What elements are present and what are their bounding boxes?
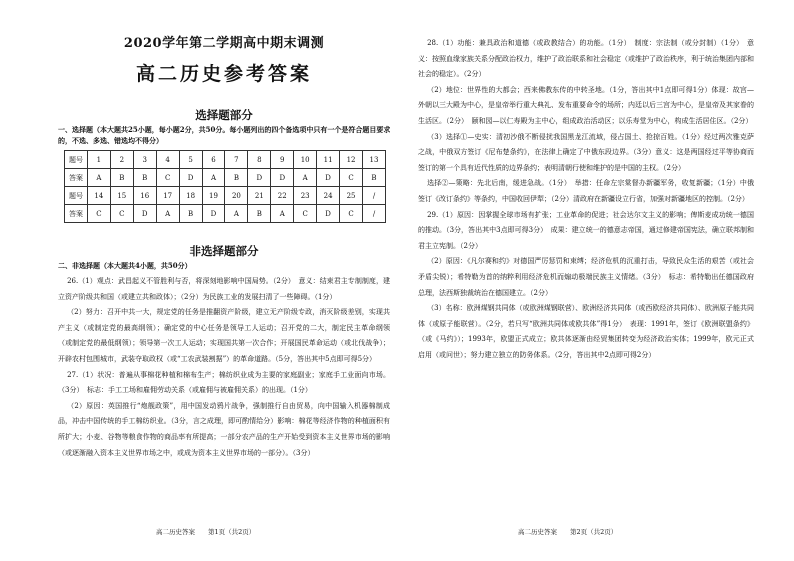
answer-paragraph: 28.（1）功能：兼具政治和道德（或政教结合）的功能。（1分） 制度：宗法制（或分封制）（1分） 意义：按照血缘家族关系分配政治权力，维护了政治联系和社会稳定（或维护了政治秩序，利于统治集团内部和社会的稳定）。（2分） (418, 39, 754, 79)
table-cell: 13 (362, 151, 385, 169)
table-cell: D (317, 205, 340, 223)
page-1 (58, 0, 390, 561)
section-heading-nonchoice: 非选择题部分 (189, 244, 259, 258)
table-cell: D (248, 169, 271, 187)
answers-left-body (58, 274, 390, 461)
table-cell: C (294, 205, 317, 223)
table-row (65, 205, 386, 223)
table-cell: D (317, 169, 340, 187)
table-cell: 1 (87, 151, 110, 169)
table-cell: 21 (248, 187, 271, 205)
table-cell: 19 (202, 187, 225, 205)
table-cell: B (225, 169, 248, 187)
answer-paragraph: （2）地位：世界性的大都会；西来佛教东传的中转圣地。（1分，答出其中1点即可得1分）体现：故宫—外朝以三大殿为中心，是皇帝举行重大典礼、发布重要命令的场所；内廷以后三宫为中心，是皇帝及其家眷的生活区。（2分） 颐和园—以仁寿殿为主中心，组成政治活动区；以乐寿堂为中心，构成生活居住区。（2分） (418, 85, 754, 125)
table-cell: 25 (340, 187, 363, 205)
table-cell: 8 (248, 151, 271, 169)
answer-table (64, 150, 386, 223)
answer-paragraph: （3）选择①—史实：清初沙俄不断侵扰我国黑龙江流域，侵占国土、抢掠百姓。（1分）经过两次雅克萨之战，中俄双方签订《尼布楚条约》，在法律上确定了中俄东段边界。（3分）意义：这是两国经过平等协商而签订的第一个具有近代性质的边界条约；表明清朝行使和维护的是中国的主权。（2分） (418, 132, 754, 172)
table-cell: 3 (133, 151, 156, 169)
table-cell: 6 (202, 151, 225, 169)
table-cell: 17 (156, 187, 179, 205)
table-cell: C (156, 169, 179, 187)
table-cell: / (362, 205, 385, 223)
table-cell: 7 (225, 151, 248, 169)
choice-instructions: 一、选择题（本大题共25小题，每小题2分，共50分。每小题列出的四个备选项中只有一个是符合题目要求的，不选、多选、错选均不得分） (58, 125, 390, 145)
answer-paragraph: 26.（1）观点：武昌起义不管胜利与否，将深刻地影响中国局势。（2分） 意义：结束君主专制制度，建立资产阶级共和国（或建立共和政体）；（2分）为民族工业的发展扫清了一些障碍。（1分） (58, 277, 390, 301)
table-cell: 题号 (65, 187, 88, 205)
table-cell: B (110, 169, 133, 187)
table-row (65, 169, 386, 187)
answer-paragraph: 29.（1）原因：因掌握全球市场有扩张；工业革命的促进；社会达尔文主义的影响；俾斯麦成功统一德国的推动。（3分，答出其中3点即可得3分） 成果：建立统一的德意志帝国，通过修建帝国宪法，确立联邦制和君主立宪制。（2分） (418, 210, 754, 250)
section-heading-choice: 选择题部分 (195, 108, 253, 122)
answer-paragraph: （2）原因：英国推行“炮舰政策”，用中国发动鸦片战争，强制推行自由贸易，向中国输入机器棉制成品，冲击中国传统的手工棉纺织业。（3分，言之成理，即可酌情给分）影响：棉花等经济作物的种植面积有所扩大；小麦、谷物等粮食作物的商品率有所提高；一部分农产品的生产开始受到资本主义世界市场的影响（或逐渐融入资本主义世界市场之中，或成为资本主义世界市场的一部分）。（3分） (58, 401, 390, 457)
table-cell: 2 (110, 151, 133, 169)
table-cell: A (202, 169, 225, 187)
nonchoice-instructions: 二、非选择题（本大题共4小题，共50分） (58, 261, 192, 270)
answers-right-body (418, 36, 754, 363)
answer-paragraph: （2）原因：《凡尔赛和约》对德国严厉惩罚和束缚；经济危机的沉重打击，导致民众生活的艰苦（或社会矛盾尖锐）；希特勒为首的纳粹利用经济危机而煽动极端民族主义情绪。（3分） 标志：希特勒出任德国政府总理，法西斯独裁统治在德国建立。（2分） (418, 257, 754, 297)
answer-paragraph: 27.（1）状况：普遍从事棉花种植和棉布生产；棉纺织业成为主要的家庭副业；家庭手工业面向市场。（3分） 标志：手工工场和雇佣劳动关系（或雇佣与被雇佣关系）的出现。（1分） (58, 370, 390, 395)
table-cell: 10 (294, 151, 317, 169)
table-cell: 23 (294, 187, 317, 205)
table-cell: C (340, 169, 363, 187)
table-cell: D (179, 169, 202, 187)
table-cell: A (87, 169, 110, 187)
table-cell: C (340, 205, 363, 223)
table-cell: 22 (271, 187, 294, 205)
page-footer: 高二历史答案 第1页（共2页） (156, 528, 256, 536)
table-cell: 5 (179, 151, 202, 169)
table-cell: D (271, 169, 294, 187)
table-cell: C (110, 205, 133, 223)
page-2 (418, 0, 754, 561)
table-cell: A (225, 205, 248, 223)
table-cell: A (294, 169, 317, 187)
table-cell: B (248, 205, 271, 223)
table-cell: 9 (271, 151, 294, 169)
table-row (65, 187, 386, 205)
table-cell: 15 (110, 187, 133, 205)
answer-paragraph: 选择②—策略：先北后南，缓进急战。（1分） 举措：任命左宗棠督办新疆军务，收复新疆；（1分）中俄签订《改订条约》等条约，中国收回伊犁；（2分）清政府在新疆设立行省，加强对新疆地区的控制。（2分） (418, 179, 754, 203)
table-cell: A (271, 205, 294, 223)
answer-key-title: 高二历史参考答案 (135, 63, 312, 85)
table-cell: 20 (225, 187, 248, 205)
table-cell: / (362, 187, 385, 205)
table-cell: 14 (87, 187, 110, 205)
table-cell: 答案 (65, 169, 88, 187)
table-cell: B (179, 205, 202, 223)
answer-paragraph: （2）努力：召开中共一大，规定党的任务是推翻资产阶级，建立无产阶级专政，消灭阶级差别，实现共产主义（或制定党的最高纲领）；确定党的中心任务是领导工人运动；召开党的二大，制定民主革命纲领（或制定党的最低纲领）；领导第一次工人运动；实现国共第一次合作；开展国民革命运动（或北伐战争）；开辟农村包围城市，武装夺取政权（或“工农武装割据”）的革命道路。（5分，答出其中5点即可得5分） (58, 308, 390, 363)
table-cell: D (202, 205, 225, 223)
table-cell: D (133, 205, 156, 223)
table-cell: 4 (156, 151, 179, 169)
table-cell: 题号 (65, 151, 88, 169)
table-cell: 16 (133, 187, 156, 205)
table-cell: 18 (179, 187, 202, 205)
table-cell: 24 (317, 187, 340, 205)
table-cell: 12 (340, 151, 363, 169)
exam-title: 2020学年第二学期高中期末调测 (123, 36, 325, 51)
table-cell: C (87, 205, 110, 223)
table-cell: B (133, 169, 156, 187)
page-footer: 高二历史答案 第2页（共2页） (518, 528, 618, 536)
answer-paragraph: （3）名称：欧洲煤钢共同体（或欧洲煤钢联营）、欧洲经济共同体（或西欧经济共同体）、欧洲原子能共同体（或原子能联营）。（2分，若只写“欧洲共同体或欧共体”得1分） 表现：1991年，签订《欧洲联盟条约》（或《马约》）；1993年，欧盟正式成立；欧共体逐渐由经贸集团转变为经济政治实体；1999年，欧元正式启用（或问世）；努力建立独立的防务体系。（2分，答出其中2点即可得2分） (418, 304, 754, 359)
table-cell: 11 (317, 151, 340, 169)
table-cell: 答案 (65, 205, 88, 223)
table-row (65, 151, 386, 169)
table-cell: A (156, 205, 179, 223)
table-cell: B (362, 169, 385, 187)
